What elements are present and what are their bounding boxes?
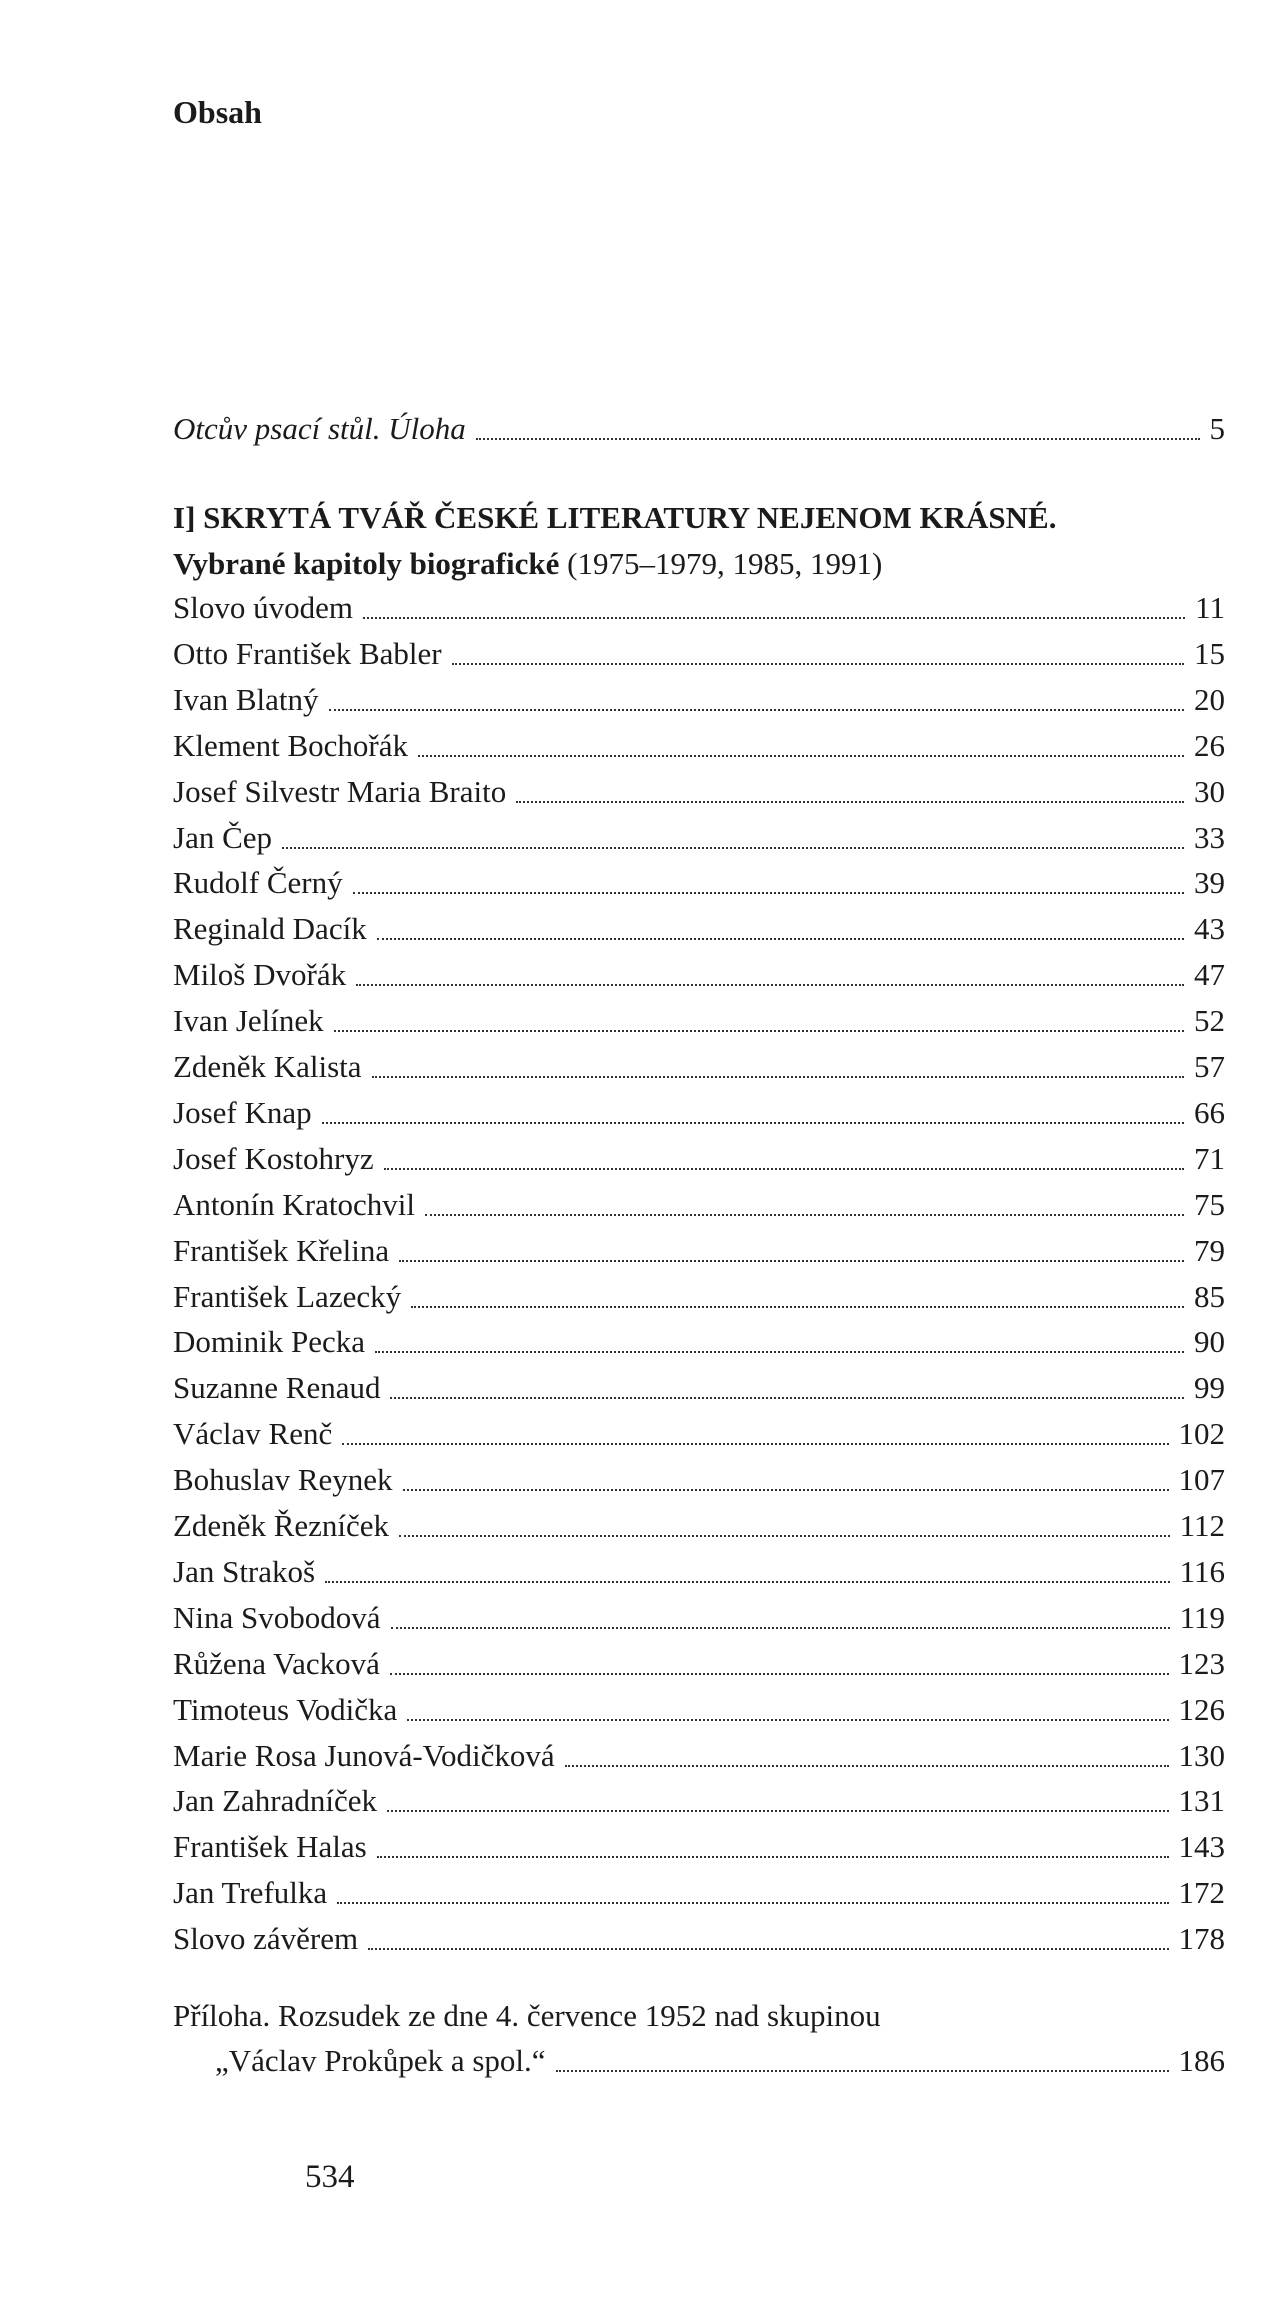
toc-entry — [173, 1046, 1225, 1088]
toc-entry-title: Dominik Pecka — [173, 1324, 365, 1359]
toc-entry — [173, 908, 1225, 950]
toc-entry-page: 172 — [1178, 1875, 1225, 1910]
section-subtitle-bold: Vybrané kapitoly biografické — [173, 546, 560, 581]
toc-entry-page: 33 — [1194, 820, 1225, 855]
toc-entry-title: Jan Čep — [173, 820, 273, 855]
toc-entry-title: Růžena Vacková — [173, 1646, 380, 1681]
toc-entry — [173, 1735, 1225, 1777]
toc-entry-page: 102 — [1178, 1416, 1225, 1451]
toc-entry-page: 30 — [1194, 774, 1225, 809]
toc-entry-title: Jan Trefulka — [173, 1875, 328, 1910]
toc-entry-title: Jan Zahradníček — [173, 1783, 377, 1818]
toc-entry — [173, 1872, 1225, 1914]
section-subtitle-years: (1975–1979, 1985, 1991) — [559, 546, 883, 581]
toc-entry — [173, 1276, 1225, 1318]
dot-leader — [375, 1351, 1184, 1353]
toc-entry-page: 143 — [1178, 1829, 1225, 1864]
dot-leader — [390, 1397, 1184, 1399]
toc-entry-title: Jan Strakoš — [173, 1554, 316, 1589]
toc-entry-title: Bohuslav Reynek — [173, 1462, 393, 1497]
dot-leader — [516, 801, 1184, 803]
dot-leader — [322, 1122, 1184, 1124]
toc-entry-page: 15 — [1194, 636, 1225, 671]
toc-entry-title: Josef Knap — [173, 1095, 312, 1130]
dot-leader — [399, 1260, 1184, 1262]
toc-entry-page: 20 — [1194, 682, 1225, 717]
dot-leader — [368, 1948, 1168, 1950]
toc-entry — [173, 679, 1225, 721]
page-title: Obsah — [173, 94, 262, 130]
toc-entry — [173, 1000, 1225, 1042]
toc-entry-page: 130 — [1178, 1738, 1225, 1773]
toc-entry-title: Klement Bochořák — [173, 728, 409, 763]
toc-entry-page: 99 — [1194, 1370, 1225, 1405]
toc-entry — [173, 1092, 1225, 1134]
dot-leader — [353, 892, 1184, 894]
dot-leader — [556, 2070, 1169, 2072]
dot-leader — [565, 1765, 1169, 1767]
toc-entry — [173, 817, 1225, 859]
dot-leader — [425, 1214, 1184, 1216]
toc-entry-title: František Lazecký — [173, 1279, 402, 1314]
toc-entry-page: 43 — [1194, 911, 1225, 946]
toc-entry — [173, 1551, 1225, 1593]
toc-entry-title: Timoteus Vodička — [173, 1692, 398, 1727]
dot-leader — [399, 1535, 1170, 1537]
toc-entry-page: 57 — [1194, 1049, 1225, 1084]
toc-entry — [173, 771, 1225, 813]
toc-entry-title: Antonín Kratochvil — [173, 1187, 415, 1222]
dot-leader — [356, 984, 1184, 986]
toc-entry-title: Miloš Dvořák — [173, 957, 347, 992]
toc-entry — [173, 1689, 1225, 1731]
dot-leader — [407, 1719, 1168, 1721]
toc-entry — [173, 1459, 1225, 1501]
section-subtitle — [173, 543, 882, 585]
toc-entry-title: Ivan Blatný — [173, 682, 319, 717]
toc-entry-page: 66 — [1194, 1095, 1225, 1130]
toc-entry — [173, 587, 1225, 629]
page-number: 534 — [305, 2159, 355, 2195]
toc-entry-page: 131 — [1178, 1783, 1225, 1818]
toc-entry-page: 85 — [1194, 1279, 1225, 1314]
toc-entry-title: Slovo závěrem — [173, 1921, 359, 1956]
dot-leader — [377, 1856, 1169, 1858]
toc-entry-title: Slovo úvodem — [173, 590, 353, 625]
toc-entry — [173, 1826, 1225, 1868]
toc-entry-page: 71 — [1194, 1141, 1225, 1176]
dot-leader — [363, 617, 1185, 619]
toc-entry-page: 47 — [1194, 957, 1225, 992]
dot-leader — [342, 1443, 1168, 1445]
dot-leader — [403, 1489, 1169, 1491]
toc-entry — [173, 1597, 1225, 1639]
toc-entry-title: Otcův psací stůl. Úloha — [173, 411, 466, 446]
toc-entry-page: 90 — [1194, 1324, 1225, 1359]
dot-leader — [411, 1306, 1184, 1308]
toc-entry-page: 126 — [1178, 1692, 1225, 1727]
toc-entry — [173, 1780, 1225, 1822]
toc-entry — [173, 1918, 1225, 1960]
toc-entry-page: 107 — [1178, 1462, 1225, 1497]
toc-entry-page: 112 — [1179, 1508, 1225, 1543]
toc-entry-title: Václav Renč — [173, 1416, 333, 1451]
dot-leader — [325, 1581, 1170, 1583]
toc-entry — [173, 1367, 1225, 1409]
toc-entry-title: Josef Silvestr Maria Braito — [173, 774, 507, 809]
toc-entry-title: Rudolf Černý — [173, 865, 343, 900]
toc-entry-page: 178 — [1178, 1921, 1225, 1956]
dot-leader — [391, 1627, 1170, 1629]
toc-entry-title: Nina Svobodová — [173, 1600, 381, 1635]
dot-leader — [390, 1673, 1169, 1675]
toc-entry — [173, 954, 1225, 996]
dot-leader — [418, 755, 1184, 757]
toc-entry-page: 116 — [1179, 1554, 1225, 1589]
toc-entry-appendix — [215, 2040, 1225, 2082]
section-heading: I] SKRYTÁ TVÁŘ ČESKÉ LITERATURY NEJENOM KRÁSNÉ. — [173, 500, 1057, 535]
dot-leader — [384, 1168, 1184, 1170]
toc-entry — [173, 1230, 1225, 1272]
toc-entry-page: 79 — [1194, 1233, 1225, 1268]
toc-entry-page: 75 — [1194, 1187, 1225, 1222]
toc-entry-page: 11 — [1195, 590, 1225, 625]
dot-leader — [452, 663, 1184, 665]
dot-leader — [372, 1076, 1184, 1078]
toc-entry — [173, 1505, 1225, 1547]
toc-entry — [173, 1321, 1225, 1363]
toc-entry-title: Otto František Babler — [173, 636, 442, 671]
toc-entry — [173, 633, 1225, 675]
toc-entry-page: 5 — [1209, 411, 1225, 446]
toc-entry-title: Reginald Dacík — [173, 911, 367, 946]
appendix-title: Příloha. Rozsudek ze dne 4. července 1952 nad skupinou — [173, 1998, 881, 2033]
dot-leader — [476, 438, 1200, 440]
dot-leader — [329, 709, 1185, 711]
dot-leader — [387, 1810, 1169, 1812]
toc-entry-page: 123 — [1178, 1646, 1225, 1681]
toc-entry-title: František Křelina — [173, 1233, 390, 1268]
toc-entry-title: Marie Rosa Junová-Vodičková — [173, 1738, 555, 1773]
toc-entry — [173, 862, 1225, 904]
toc-entry-title: „Václav Prokůpek a spol.“ — [215, 2043, 546, 2078]
toc-entry-title: Zdeněk Řezníček — [173, 1508, 390, 1543]
dot-leader — [337, 1902, 1168, 1904]
toc-entry-title: Josef Kostohryz — [173, 1141, 374, 1176]
toc-entry-intro — [173, 408, 1225, 450]
toc-entry-page: 26 — [1194, 728, 1225, 763]
toc-entry — [173, 1184, 1225, 1226]
toc-entry-page: 119 — [1179, 1600, 1225, 1635]
toc-entry-page: 186 — [1178, 2043, 1225, 2078]
dot-leader — [377, 938, 1184, 940]
toc-entry — [173, 1138, 1225, 1180]
toc-entry — [173, 725, 1225, 767]
toc-entry-title: Zdeněk Kalista — [173, 1049, 362, 1084]
toc-entry — [173, 1643, 1225, 1685]
toc-entry-title: František Halas — [173, 1829, 367, 1864]
toc-entry-title: Suzanne Renaud — [173, 1370, 381, 1405]
dot-leader — [282, 847, 1184, 849]
toc-entry-title: Ivan Jelínek — [173, 1003, 324, 1038]
dot-leader — [334, 1030, 1184, 1032]
toc-entry-page: 39 — [1194, 865, 1225, 900]
toc-entry-page: 52 — [1194, 1003, 1225, 1038]
toc-entry — [173, 1413, 1225, 1455]
